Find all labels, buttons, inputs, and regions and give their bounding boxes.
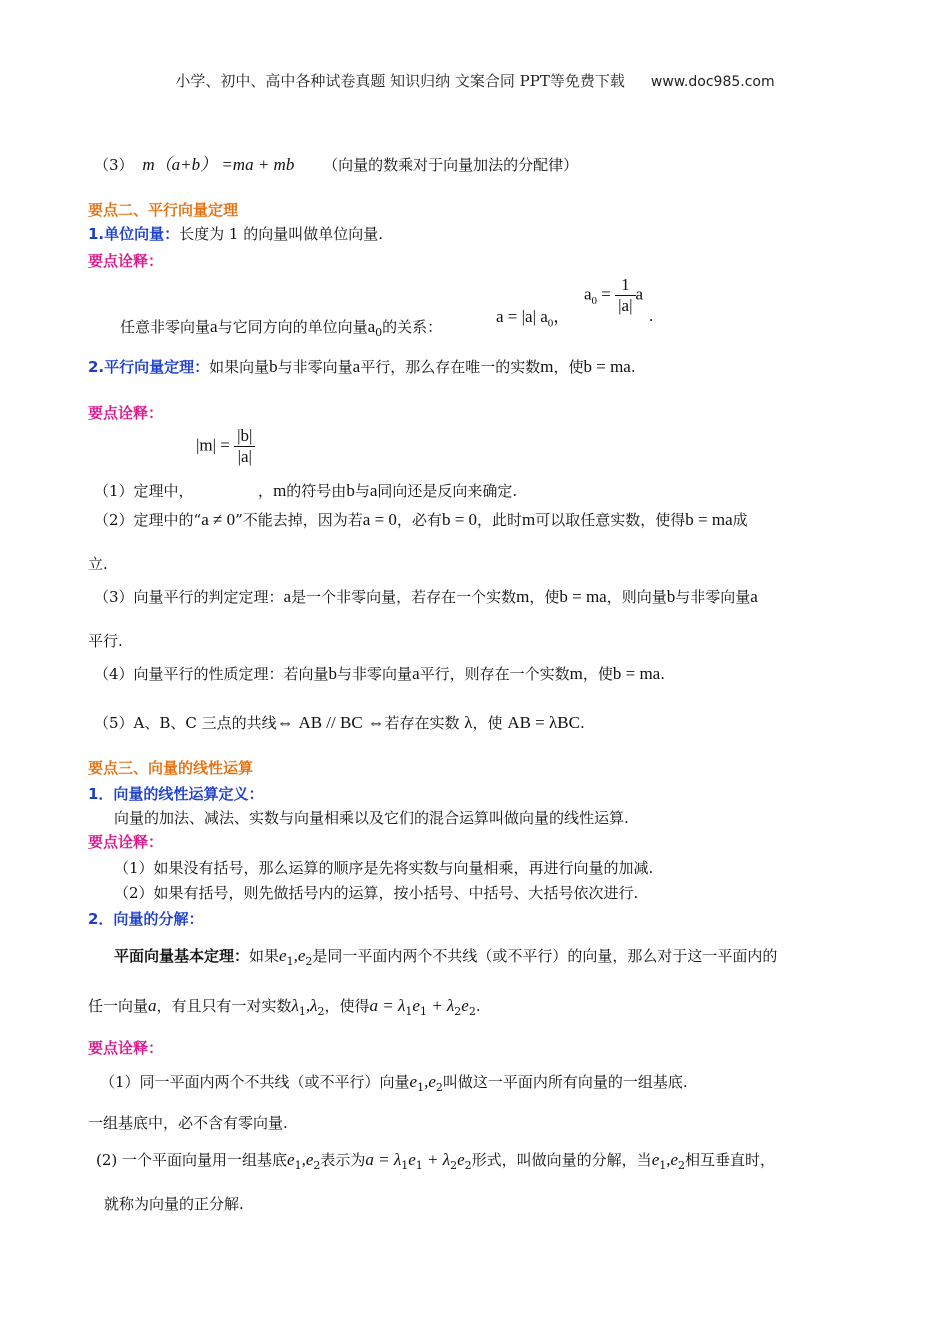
note-3-item-2: （2）如果有括号，则先做括号内的运算，按小括号、中括号、大括号依次进行. [114, 884, 639, 902]
equals: = [597, 284, 616, 304]
note-2-item-1 [94, 480, 517, 501]
subscript: 0 [547, 317, 554, 330]
text-fragment: 如果 [249, 947, 280, 965]
unit-eq-1 [496, 302, 570, 329]
scalar-m: m [569, 664, 583, 683]
text-fragment: ，使得 [324, 997, 370, 1015]
subscript: 0 [375, 326, 383, 339]
text-fragment: ，则向量 [606, 588, 667, 606]
distributive-note: （向量的数乘对于向量加法的分配律） [323, 156, 579, 174]
vector-e: e [412, 996, 420, 1015]
text-fragment: 与它同方向的单位向量 [217, 318, 368, 336]
note-title-1: 要点诠释： [88, 252, 164, 270]
note-4-item-2-cont: 就称为向量的正分解. [104, 1195, 244, 1213]
subscript: 2 [678, 1159, 686, 1172]
text-fragment: ，此时 [477, 511, 523, 529]
parallel-theorem-label: 2.平行向量定理： [88, 358, 210, 376]
vector-e: e [670, 1150, 679, 1169]
note-2-item-2 [94, 509, 748, 530]
vector-e: e [428, 1072, 436, 1091]
note-2-item-3 [94, 586, 758, 607]
text-fragment: ，必有 [396, 511, 442, 529]
note-2-item-2-cont: 立. [88, 555, 108, 573]
note-4-item-1 [100, 1071, 688, 1094]
unit-vector-line [88, 223, 383, 244]
punct: ， [553, 307, 571, 326]
equation: + λ [422, 1150, 451, 1169]
fraction [615, 275, 635, 316]
text-fragment: 的关系： [382, 318, 443, 336]
text-fragment: 是同一平面内两个不共线（或不平行）的向量，那么对于这一平面内的 [312, 947, 778, 965]
subscript: 2 [450, 1159, 458, 1172]
text-fragment: 相互垂直时， [685, 1151, 776, 1169]
subscript: 2 [464, 1159, 472, 1172]
text-fragment: 的符号由 [286, 482, 347, 500]
scalar-m: m [540, 357, 554, 376]
subscript: 1 [419, 1005, 427, 1018]
equation: b = 0 [441, 510, 478, 529]
text-fragment: 叫做这一平面内所有向量的一组基底. [442, 1073, 688, 1091]
text-fragment: . [660, 665, 666, 683]
subscript: 1 [286, 955, 294, 968]
equation: b = ma [612, 664, 661, 683]
vector-a0: a [367, 317, 376, 336]
text-fragment: (2) 一个平面向量用一组基底 [96, 1151, 288, 1169]
parallel-theorem-line [88, 356, 636, 377]
numerator: |b| [234, 426, 255, 447]
note-title-3: 要点诠释： [88, 833, 164, 851]
equation: AB = λBC [507, 713, 580, 732]
text-fragment: （1）同一平面内两个不共线（或不平行）向量 [100, 1073, 410, 1091]
iff-symbol: ⇔ [276, 713, 294, 732]
text-fragment: ， [258, 482, 274, 500]
subscript: 0 [591, 294, 598, 307]
text-fragment: 与非零向量 [337, 665, 413, 683]
equation: + λ [426, 996, 455, 1015]
text-fragment: 若存在实数 [384, 714, 460, 732]
subscript: 1 [417, 1081, 425, 1094]
text-fragment: 同向还是反向来确定. [377, 482, 518, 500]
punct: . [649, 306, 654, 326]
unit-eq-2 [584, 275, 653, 326]
vector-a: a [283, 587, 292, 606]
subscript: 2 [313, 1159, 321, 1172]
unit-vector-label: 1.单位向量： [88, 225, 180, 243]
equation-tail: a [635, 284, 644, 304]
equation: a = 0 [362, 510, 397, 529]
text-fragment: 如果向量 [209, 358, 270, 376]
vector-e: e [279, 946, 287, 965]
note-3-item-1: （1）如果没有括号，那么运算的顺序是先将实数与向量相乘，再进行向量的加减. [114, 859, 654, 877]
vector-b: b [666, 587, 676, 606]
note-2-item-3-cont: 平行. [88, 632, 123, 650]
text-fragment: 表示为 [320, 1151, 366, 1169]
note-title-2: 要点诠释： [88, 404, 164, 422]
punct: , [301, 1150, 306, 1169]
equation-lhs: a [584, 284, 592, 304]
note-4-item-1-cont: 一组基底中，必不含有零向量. [88, 1114, 288, 1132]
vector-b: b [346, 481, 355, 500]
vector-a: a [369, 481, 378, 500]
equation: a = λ [365, 1150, 402, 1169]
text-fragment: ”不能去掉，因为若 [235, 511, 363, 529]
subscript: 2 [468, 1005, 476, 1018]
punct: , [305, 996, 311, 1015]
text-fragment: ，使 [529, 588, 560, 606]
note-4-item-2 [96, 1149, 775, 1172]
equation: b = ma [583, 357, 631, 376]
basic-theorem-line-1 [114, 945, 777, 968]
equation: a = |a| a [496, 307, 548, 326]
vector-b: b [269, 357, 278, 376]
denominator: |a| [237, 447, 252, 466]
header-text: 小学、初中、高中各种试卷真题 知识归纳 文案合同 PPT等免费下载 [175, 72, 625, 90]
denominator: |a| [618, 296, 633, 315]
m-abs-equation [196, 426, 255, 467]
scalar-m: m [273, 481, 287, 500]
vector-e: e [651, 1150, 660, 1169]
punct: , [424, 1072, 429, 1091]
text-fragment: （5）A、B、C 三点的共线 [94, 714, 277, 732]
text-fragment: 是一个非零向量，若存在一个实数 [291, 588, 517, 606]
vector-e: e [297, 946, 306, 965]
scalar-lambda: λ [310, 996, 318, 1015]
subscript: 1 [294, 1159, 302, 1172]
scalar-lambda: λ [464, 713, 473, 732]
vector-b: b [328, 664, 338, 683]
section-3-title: 要点三、向量的线性运算 [88, 759, 254, 777]
vector-e: e [409, 1072, 418, 1091]
vector-a: a [750, 587, 758, 606]
text-fragment: ，使 [553, 358, 584, 376]
equation: b = ma [559, 587, 607, 606]
distributive-law-line [94, 150, 578, 175]
text-fragment: 形式，叫做向量的分解，当 [471, 1151, 652, 1169]
vector-e: e [457, 1150, 465, 1169]
text-fragment: . [579, 714, 585, 732]
vector-a: a [352, 357, 361, 376]
equation: AB // BC [298, 713, 363, 732]
vector-a: a [210, 317, 218, 336]
distributive-formula: m（a+b） =ma + mb [142, 155, 295, 174]
text-fragment: ，使 [472, 714, 503, 732]
subscript: 1 [405, 1005, 413, 1018]
punct: , [293, 946, 298, 965]
text-fragment: （2）定理中的“ [94, 511, 202, 529]
subscript: 2 [454, 1005, 462, 1018]
fraction [234, 426, 255, 467]
text-fragment: 与非零向量 [675, 588, 751, 606]
equation-lhs: |m| = [196, 435, 235, 455]
linear-op-def-text: 向量的加法、减法、实数与向量相乘以及它们的混合运算叫做向量的线性运算. [114, 809, 629, 827]
text-fragment: （4）向量平行的性质定理：若向量 [94, 665, 329, 683]
vector-a: a [412, 664, 420, 683]
subscript: 2 [435, 1081, 443, 1094]
text-fragment: 任意非零向量 [120, 318, 211, 336]
text-fragment: 成 [732, 511, 748, 529]
scalar-lambda: λ [291, 996, 299, 1015]
text-fragment: 可以取任意实数，使得 [535, 511, 686, 529]
scalar-m: m [522, 510, 536, 529]
equation: b = ma [685, 510, 733, 529]
subscript: 1 [401, 1159, 409, 1172]
page-header [0, 70, 950, 91]
subscript: 2 [305, 955, 313, 968]
unit-vector-text: 长度为 1 的向量叫做单位向量. [179, 225, 383, 243]
vector-e: e [287, 1150, 295, 1169]
vector-e: e [408, 1150, 416, 1169]
decomposition-label: 2．向量的分解： [88, 910, 204, 928]
note-2-item-4 [94, 663, 665, 684]
text-fragment: 与非零向量 [277, 358, 353, 376]
vector-e: e [305, 1150, 314, 1169]
subscript: 1 [659, 1159, 667, 1172]
basic-theorem-label: 平面向量基本定理： [114, 947, 250, 965]
basic-theorem-line-2 [88, 995, 481, 1018]
linear-op-def-label: 1．向量的线性运算定义： [88, 785, 264, 803]
subscript: 1 [298, 1005, 306, 1018]
punct: . [475, 997, 481, 1015]
text-fragment: ，有且只有一对实数 [156, 997, 292, 1015]
header-site: www.doc985.com [650, 74, 775, 90]
numerator: 1 [615, 275, 635, 296]
text-fragment: 任一向量 [88, 997, 149, 1015]
scalar-m: m [516, 587, 530, 606]
equation: a = λ [369, 996, 406, 1015]
text-fragment: 平行，那么存在唯一的实数 [360, 358, 541, 376]
unit-relation-text [120, 316, 442, 339]
text-fragment: 与 [354, 482, 370, 500]
text-fragment: （1）定理中， [94, 482, 187, 500]
text-fragment: 平行，则存在一个实数 [419, 665, 570, 683]
punct: . [630, 358, 636, 376]
vector-a: a [148, 996, 157, 1015]
note-2-item-5 [94, 712, 585, 733]
subscript: 2 [317, 1005, 325, 1018]
item-number: （3） [94, 156, 134, 174]
section-2-title: 要点二、平行向量定理 [88, 201, 239, 219]
punct: , [666, 1150, 671, 1169]
vector-e: e [461, 996, 469, 1015]
text-fragment: ，使 [582, 665, 613, 683]
iff-symbol: ⇔ [367, 713, 385, 732]
equation: a ≠ 0 [201, 510, 236, 529]
text-fragment: （3）向量平行的判定定理： [94, 588, 284, 606]
subscript: 1 [415, 1159, 423, 1172]
note-title-4: 要点诠释： [88, 1039, 164, 1057]
